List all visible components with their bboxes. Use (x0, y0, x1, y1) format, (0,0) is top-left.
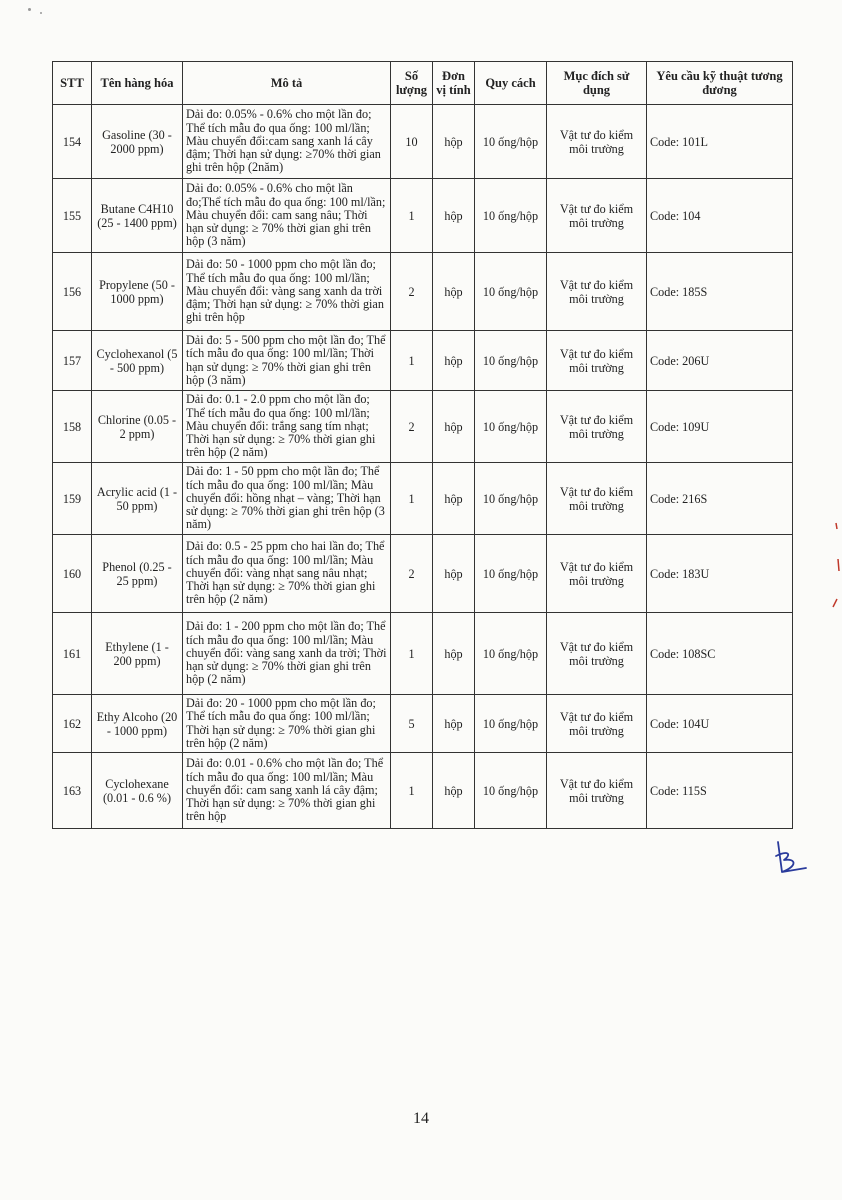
cell-description: Dải đo: 1 - 50 ppm cho một lần đo; Thể tích mẫu đo qua ống: 100 ml/lần; Màu chuyển đổi: hồng nhạt – vàng; Thời hạn sử dụng: ≥ 70% thời gian ghi trên hộp (3 năm) (183, 463, 391, 535)
cell-item-name: Chlorine (0.05 - 2 ppm) (92, 391, 183, 463)
cell-item-name: Cyclohexane (0.01 - 0.6 %) (92, 753, 183, 829)
table-row (53, 391, 793, 463)
cell-purpose: Vật tư đo kiểm môi trường (547, 695, 647, 753)
cell-quantity: 1 (391, 331, 433, 391)
cell-technical-code: Code: 104 (647, 179, 793, 253)
cell-purpose: Vật tư đo kiểm môi trường (547, 331, 647, 391)
cell-description: Dải đo: 0.1 - 2.0 ppm cho một lần đo; Thể tích mẫu đo qua ống: 100 ml/lần; Màu chuyển đổi: trắng sang tím nhạt; Thời hạn sử dụng: ≥ 70% thời gian ghi trên hộp (2 năm) (183, 391, 391, 463)
cell-technical-code: Code: 101L (647, 105, 793, 179)
table-row (53, 331, 793, 391)
cell-description: Dải đo: 0.05% - 0.6% cho một lần đo; Thể tích mẫu đo qua ống: 100 ml/lần; Màu chuyển đổi:cam sang xanh lá cây đậm; Thời hạn sử dụng: ≥70% thời gian ghi trên hộp (2năm) (183, 105, 391, 179)
cell-quantity: 2 (391, 253, 433, 331)
cell-stt: 154 (53, 105, 92, 179)
table-header-row (53, 62, 793, 105)
cell-technical-code: Code: 115S (647, 753, 793, 829)
cell-stt: 161 (53, 613, 92, 695)
cell-quantity: 2 (391, 391, 433, 463)
cell-item-name: Propylene (50 - 1000 ppm) (92, 253, 183, 331)
table-row (53, 253, 793, 331)
cell-item-name: Butane C4H10 (25 - 1400 ppm) (92, 179, 183, 253)
cell-description: Dải đo: 0.01 - 0.6% cho một lần đo; Thể tích mẫu đo qua ống: 100 ml/lần; Màu chuyển đổi: cam sang xanh lá cây đậm; Thời hạn sử dụng: ≥ 70% thời gian ghi trên hộp (183, 753, 391, 829)
cell-packaging: 10 ống/hộp (475, 535, 547, 613)
table-row (53, 535, 793, 613)
goods-specification-table (52, 61, 793, 829)
table-row (53, 695, 793, 753)
header-packaging: Quy cách (475, 62, 547, 105)
cell-packaging: 10 ống/hộp (475, 613, 547, 695)
cell-item-name: Gasoline (30 - 2000 ppm) (92, 105, 183, 179)
header-quantity: Số lượng (391, 62, 433, 105)
cell-description: Dải đo: 0.05% - 0.6% cho một lần đo;Thể tích mẫu đo qua ống: 100 ml/lần; Màu chuyển đổi: cam sang nâu; Thời hạn sử dụng: ≥ 70% thời gian ghi trên hộp (3 năm) (183, 179, 391, 253)
cell-packaging: 10 ống/hộp (475, 105, 547, 179)
cell-packaging: 10 ống/hộp (475, 331, 547, 391)
cell-item-name: Ethy Alcoho (20 - 1000 ppm) (92, 695, 183, 753)
page-number: 14 (413, 1110, 429, 1127)
cell-unit: hộp (433, 253, 475, 331)
cell-technical-code: Code: 183U (647, 535, 793, 613)
margin-pen-marks (828, 515, 842, 615)
table-row (53, 105, 793, 179)
handwritten-initial (770, 838, 814, 880)
header-unit: Đơn vị tính (433, 62, 475, 105)
cell-unit: hộp (433, 535, 475, 613)
cell-technical-code: Code: 108SC (647, 613, 793, 695)
cell-purpose: Vật tư đo kiểm môi trường (547, 753, 647, 829)
cell-stt: 157 (53, 331, 92, 391)
cell-stt: 158 (53, 391, 92, 463)
header-stt: STT (53, 62, 92, 105)
table-row (53, 179, 793, 253)
table-row (53, 753, 793, 829)
cell-quantity: 1 (391, 753, 433, 829)
cell-item-name: Acrylic acid (1 - 50 ppm) (92, 463, 183, 535)
cell-quantity: 10 (391, 105, 433, 179)
cell-quantity: 2 (391, 535, 433, 613)
cell-description: Dải đo: 20 - 1000 ppm cho một lần đo; Thể tích mẫu đo qua ống: 100 ml/lần; Thời hạn sử dụng: ≥ 70% thời gian ghi trên hộp (2 năm) (183, 695, 391, 753)
cell-packaging: 10 ống/hộp (475, 753, 547, 829)
cell-stt: 160 (53, 535, 92, 613)
cell-unit: hộp (433, 463, 475, 535)
cell-technical-code: Code: 104U (647, 695, 793, 753)
cell-description: Dải đo: 0.5 - 25 ppm cho hai lần đo; Thể tích mẫu đo qua ống: 100 ml/lần; Màu chuyển đổi: vàng nhạt sang nâu nhạt; Thời hạn sử dụng: ≥ 70% thời gian ghi trên hộp (2 năm) (183, 535, 391, 613)
table-row (53, 613, 793, 695)
cell-technical-code: Code: 185S (647, 253, 793, 331)
cell-stt: 162 (53, 695, 92, 753)
cell-purpose: Vật tư đo kiểm môi trường (547, 105, 647, 179)
header-purpose: Mục đích sử dụng (547, 62, 647, 105)
table-row (53, 463, 793, 535)
cell-purpose: Vật tư đo kiểm môi trường (547, 613, 647, 695)
cell-purpose: Vật tư đo kiểm môi trường (547, 253, 647, 331)
cell-stt: 155 (53, 179, 92, 253)
cell-unit: hộp (433, 105, 475, 179)
cell-description: Dải đo: 1 - 200 ppm cho một lần đo; Thể tích mẫu đo qua ống: 100 ml/lần; Màu chuyển đổi: vàng sang xanh da trời; Thời hạn sử dụng: ≥ 70% thời gian ghi trên hộp (2 năm) (183, 613, 391, 695)
cell-unit: hộp (433, 179, 475, 253)
cell-technical-code: Code: 206U (647, 331, 793, 391)
cell-packaging: 10 ống/hộp (475, 253, 547, 331)
cell-item-name: Phenol (0.25 - 25 ppm) (92, 535, 183, 613)
header-technical-requirement: Yêu cầu kỹ thuật tương đương (647, 62, 793, 105)
cell-packaging: 10 ống/hộp (475, 391, 547, 463)
cell-technical-code: Code: 109U (647, 391, 793, 463)
header-name: Tên hàng hóa (92, 62, 183, 105)
cell-unit: hộp (433, 331, 475, 391)
cell-item-name: Cyclohexanol (5 - 500 ppm) (92, 331, 183, 391)
cell-quantity: 1 (391, 613, 433, 695)
cell-item-name: Ethylene (1 - 200 ppm) (92, 613, 183, 695)
cell-unit: hộp (433, 391, 475, 463)
cell-purpose: Vật tư đo kiểm môi trường (547, 535, 647, 613)
cell-quantity: 1 (391, 179, 433, 253)
cell-description: Dải đo: 50 - 1000 ppm cho một lần đo; Thể tích mẫu đo qua ống: 100 ml/lần; Màu chuyển đổi: vàng sang xanh da trời đậm; Thời hạn sử dụng: ≥ 70% thời gian ghi trên hộp (183, 253, 391, 331)
cell-unit: hộp (433, 753, 475, 829)
cell-unit: hộp (433, 613, 475, 695)
cell-quantity: 5 (391, 695, 433, 753)
cell-purpose: Vật tư đo kiểm môi trường (547, 179, 647, 253)
cell-packaging: 10 ống/hộp (475, 695, 547, 753)
cell-stt: 156 (53, 253, 92, 331)
cell-packaging: 10 ống/hộp (475, 463, 547, 535)
cell-description: Dải đo: 5 - 500 ppm cho một lần đo; Thể tích mẫu đo qua ống: 100 ml/lần; Thời hạn sử dụng: ≥ 70% thời gian ghi trên hộp (3 năm) (183, 331, 391, 391)
scan-speck (28, 8, 31, 11)
scan-speck (40, 12, 42, 14)
cell-stt: 163 (53, 753, 92, 829)
cell-purpose: Vật tư đo kiểm môi trường (547, 391, 647, 463)
header-description: Mô tả (183, 62, 391, 105)
cell-stt: 159 (53, 463, 92, 535)
cell-unit: hộp (433, 695, 475, 753)
cell-purpose: Vật tư đo kiểm môi trường (547, 463, 647, 535)
cell-packaging: 10 ống/hộp (475, 179, 547, 253)
cell-quantity: 1 (391, 463, 433, 535)
cell-technical-code: Code: 216S (647, 463, 793, 535)
